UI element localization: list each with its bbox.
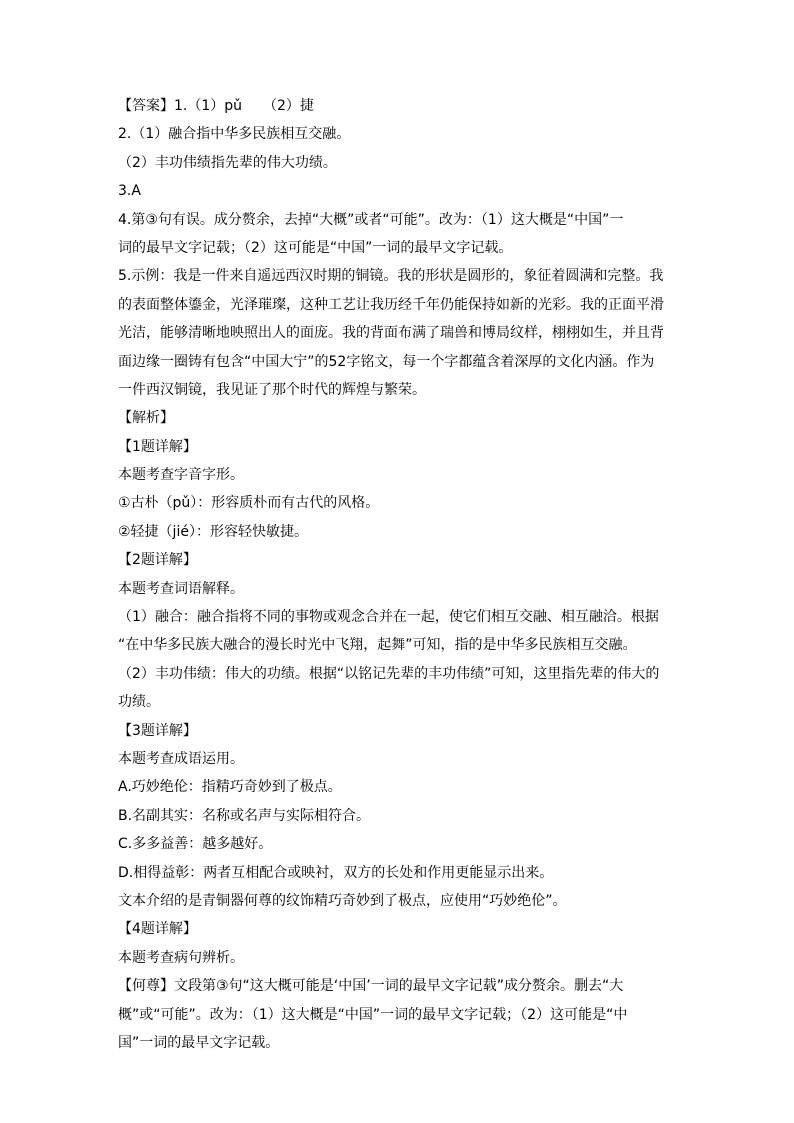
answer-2-1-line: 2.（1）融合指中华多民族相互交融。 [118, 126, 351, 143]
q2-line-2: （1）融合：融合指将不同的事物或观念合并在一起，使它们相互交融、相互融洽。根据 [118, 609, 659, 626]
q4-line-1: 本题考查病句辨析。 [118, 949, 244, 966]
q1-heading: 【1题详解】 [118, 438, 197, 455]
answer-4-line-1: 4.第③句有误。成分赘余，去掉“大概”或者“可能”。改为：（1）这大概是“中国”一 [118, 211, 624, 228]
q3-option-d: D.相得益彰：两者互相配合或映衬，双方的长处和作用更能显示出来。 [118, 864, 554, 881]
q1-line-1: 本题考查字音字形。 [118, 467, 244, 484]
q2-line-3: “在中华多民族大融合的漫长时光中飞翔，起舞”可知，指的是中华多民族相互交融。 [118, 637, 637, 654]
answer-2-2-line: （2）丰功伟绩指先辈的伟大功绩。 [118, 154, 337, 171]
q4-line-4: 国”一词的最早文字记载。 [118, 1034, 280, 1051]
analysis-heading: 【解析】 [118, 410, 174, 427]
q2-line-5: 功绩。 [118, 694, 160, 711]
q2-line-4: （2）丰功伟绩：伟大的功绩。根据“以铭记先辈的丰功伟绩”可知，这里指先辈的伟大的 [118, 665, 660, 682]
answer-5-line-5: 一件西汉铜镜，我见证了那个时代的辉煌与繁荣。 [118, 381, 426, 398]
q1-line-3: ②轻捷（jié）：形容轻快敏捷。 [118, 523, 308, 540]
answer-5-line-1: 5.示例：我是一件来自遥远西汉时期的铜镜。我的形状是圆形的，象征着圆满和完整。我 [118, 268, 664, 285]
q3-option-a: A.巧妙绝伦：指精巧奇妙到了极点。 [118, 779, 342, 796]
answer-heading-line: 【答案】1.（1）pǔ （2）捷 [118, 98, 314, 114]
q3-line-1: 本题考查成语运用。 [118, 750, 244, 767]
answer-5-line-3: 光洁，能够清晰地映照出人的面庞。我的背面布满了瑞兽和博局纹样，栩栩如生，并且背 [118, 325, 664, 342]
q3-heading: 【3题详解】 [118, 722, 197, 739]
q3-option-b: B.名副其实：名称或名声与实际相符合。 [118, 807, 371, 824]
q3-option-c: C.多多益善：越多越好。 [118, 836, 273, 853]
q4-line-2: 【何尊】文段第③句“这大概可能是‘中国’一词的最早文字记载”成分赘余。删去“大 [118, 978, 624, 995]
answer-5-line-4: 面边缘一圈铸有包含“中国大宁”的52字铭文，每一个字都蕴含着深厚的文化内涵。作为 [118, 353, 655, 370]
q1-line-2: ①古朴（pǔ）：形容质朴而有古代的风格。 [118, 495, 380, 512]
q3-conclusion: 文本介绍的是青铜器何尊的纹饰精巧奇妙到了极点，应使用“巧妙绝伦”。 [118, 892, 567, 909]
q4-line-3: 概”或“可能”。改为：（1）这大概是“中国”一词的最早文字记载；（2）这可能是“中 [118, 1006, 628, 1023]
answer-4-line-2: 词的最早文字记载；（2）这可能是“中国”一词的最早文字记载。 [118, 239, 513, 256]
answer-3-line: 3.A [118, 183, 141, 200]
q2-heading: 【2题详解】 [118, 552, 197, 569]
document-page [118, 92, 678, 1057]
answer-5-line-2: 的表面整体鎏金，光泽璀璨，这种工艺让我历经千年仍能保持如新的光彩。我的正面平滑 [118, 296, 664, 313]
q2-line-1: 本题考查词语解释。 [118, 580, 244, 597]
q4-heading: 【4题详解】 [118, 921, 197, 938]
